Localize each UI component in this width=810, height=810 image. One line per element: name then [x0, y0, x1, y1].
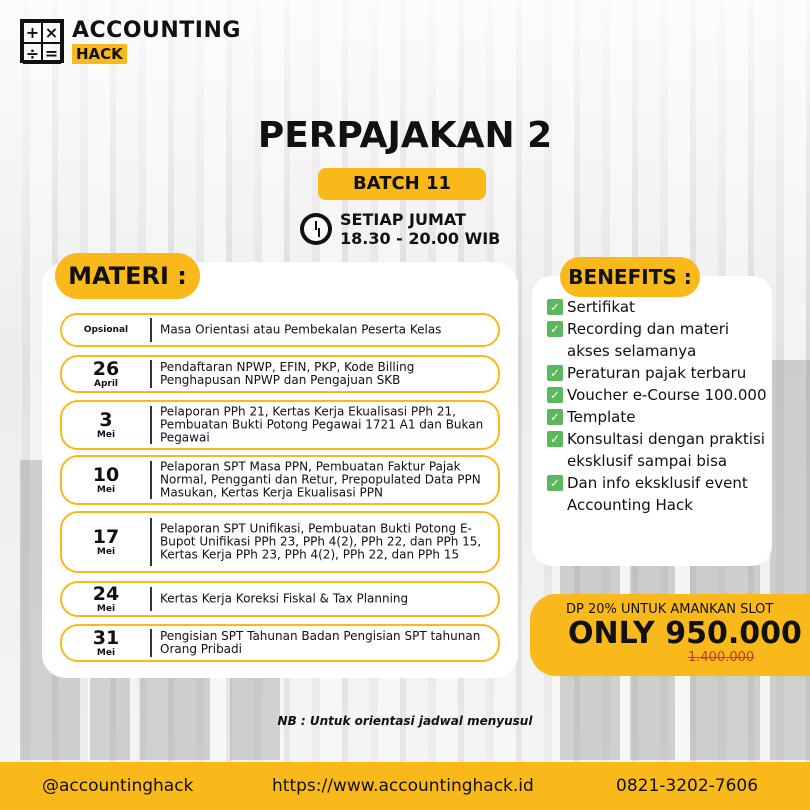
row-day: 17	[92, 525, 120, 548]
price-current: ONLY 950.000	[568, 616, 802, 651]
materi-row	[60, 581, 500, 617]
row-label: Opsional	[83, 325, 129, 335]
row-desc: Pengisian SPT Tahunan Badan Pengisian SPT tahunan Orang Pribadi	[160, 629, 481, 656]
row-desc: Pendaftaran NPWP, EFIN, PKP, Kode Billing Penghapusan NPWP dan Pengajuan SKB	[160, 360, 415, 387]
plus-glyph: +	[23, 22, 42, 43]
schedule-time: 18.30 - 20.00 WIB	[340, 229, 501, 248]
row-day: 10	[92, 463, 120, 486]
benefit-item: ✓ Sertifikat	[547, 296, 772, 318]
benefit-item: ✓ Voucher e-Course 100.000	[547, 384, 772, 406]
benefit-item: ✓ Recording dan materi akses selamanya	[547, 318, 772, 362]
row-desc: Pelaporan SPT Unifikasi, Pembuatan Bukti Potong E-Bupot Unifikasi PPh 23, PPh 4(2), PPh 22, dan PPh 15, Kertas Kerja PPh 23, PPh 4(2), PPh 22, dan PPh 15	[160, 521, 482, 562]
benefits-heading: BENEFITS :	[560, 257, 700, 297]
check-icon: ✓	[547, 475, 563, 491]
row-month: Mei	[96, 429, 116, 440]
benefit-item: ✓ Konsultasi dengan praktisi eksklusif sampai bisa	[547, 428, 772, 472]
row-month: Mei	[96, 484, 116, 495]
row-day: 24	[92, 582, 120, 605]
row-desc: Pelaporan SPT Masa PPN, Pembuatan Faktur Pajak Normal, Pengganti dan Retur, Prepopulated Data PPN Masukan, Kertas Kerja Ekualisasi PPN	[160, 459, 481, 500]
benefits-list	[547, 296, 772, 516]
row-desc: Pelaporan PPh 21, Kertas Kerja Ekualisasi PPh 21, Pembuatan Bukti Potong Pegawai 1721 A1 dan Bukan Pegawai	[160, 404, 484, 445]
check-icon: ✓	[547, 387, 563, 403]
schedule	[300, 210, 500, 248]
brand-subname: HACK	[72, 44, 127, 64]
check-icon: ✓	[547, 321, 563, 337]
row-desc: Masa Orientasi atau Pembekalan Peserta Kelas	[160, 322, 442, 337]
materi-row	[60, 511, 500, 573]
row-month: Mei	[96, 647, 116, 658]
materi-row	[60, 400, 500, 450]
equals-glyph: =	[42, 43, 61, 64]
price-box	[530, 594, 810, 676]
divide-glyph: ÷	[23, 43, 42, 64]
batch-badge: BATCH 11	[318, 168, 486, 200]
price-old: 1.400.000	[688, 650, 755, 665]
materi-heading: MATERI :	[55, 253, 200, 299]
brand-name: ACCOUNTING	[72, 18, 241, 43]
schedule-day: SETIAP JUMAT	[340, 210, 466, 229]
materi-row	[60, 355, 500, 393]
materi-row	[60, 455, 500, 505]
row-month: Mei	[96, 546, 116, 557]
materi-row	[60, 624, 500, 662]
brand-logo	[20, 18, 241, 64]
row-month: Mei	[96, 603, 116, 614]
row-month: April	[93, 378, 119, 389]
row-desc: Kertas Kerja Koreksi Fiskal & Tax Planning	[160, 591, 409, 606]
row-day: 31	[92, 626, 120, 649]
materi-row	[60, 313, 500, 347]
calculator-icon	[20, 19, 64, 63]
row-day: 26	[92, 357, 120, 380]
page-title: PERPAJAKAN 2	[257, 115, 553, 156]
check-icon: ✓	[547, 431, 563, 447]
check-icon: ✓	[547, 365, 563, 381]
benefit-item: ✓ Template	[547, 406, 772, 428]
footer-bar	[0, 762, 810, 810]
phone-number[interactable]: 0821-3202-7606	[616, 776, 759, 796]
benefit-item: ✓ Peraturan pajak terbaru	[547, 362, 772, 384]
check-icon: ✓	[547, 299, 563, 315]
times-glyph: ×	[42, 22, 61, 43]
check-icon: ✓	[547, 409, 563, 425]
website-link[interactable]: https://www.accountinghack.id	[272, 776, 534, 796]
row-day: 3	[99, 408, 113, 431]
benefit-item: ✓ Dan info eksklusif event Accounting Hack	[547, 472, 772, 516]
instagram-handle[interactable]: @accountinghack	[42, 776, 194, 796]
dp-text: DP 20% UNTUK AMANKAN SLOT	[566, 602, 774, 617]
note: NB : Untuk orientasi jadwal menyusul	[277, 714, 533, 728]
clock-icon	[300, 213, 332, 245]
